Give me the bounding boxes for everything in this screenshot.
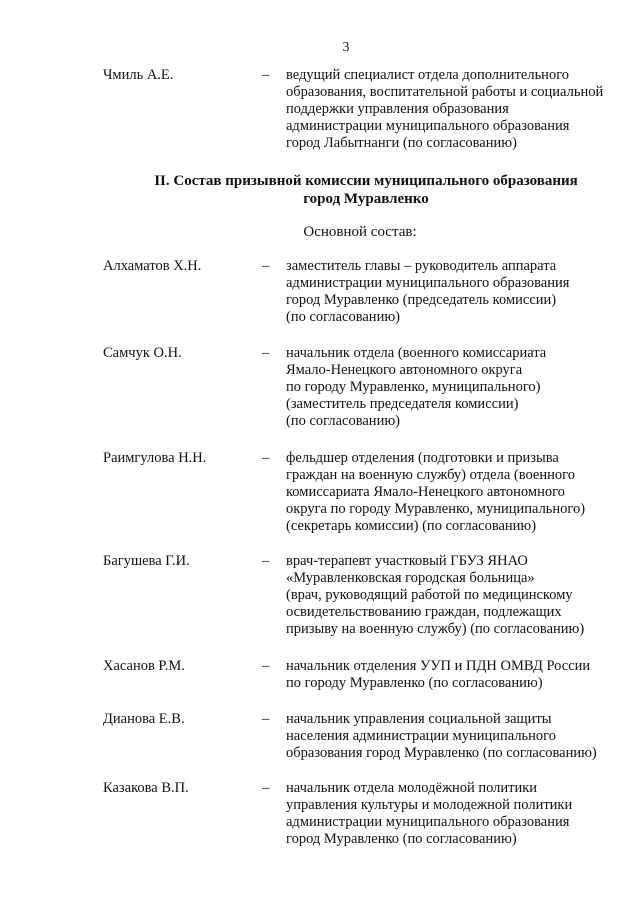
description-line: город Муравленко (по согласованию) [286,831,517,847]
description-line: образования, воспитательной работы и социальной [286,84,604,100]
description-line: комиссариата Ямало-Ненецкого автономного [286,484,565,500]
description-line: начальник отдела молодёжной политики [286,780,538,796]
member-name: Казакова В.П. [103,780,189,796]
description-line: (врач, руководящий работой по медицинскому [286,587,573,603]
description-line: врач-терапевт участковый ГБУЗ ЯНАО [286,553,528,569]
member-description [286,345,626,430]
description-line: (секретарь комиссии) (по согласованию) [286,518,537,534]
description-line: город Лабытнанги (по согласованию) [286,135,517,151]
description-line: призыву на военную службу) (по согласованию) [286,621,585,637]
section-title-line: II. Состав призывной комиссии муниципального образования [154,173,578,189]
member-name: Самчук О.Н. [103,345,182,361]
member-description [286,553,626,638]
description-line: граждан на военную службу) отдела (военного [286,467,575,483]
description-line: город Муравленко (председатель комиссии) [286,292,557,308]
description-line: заместитель главы – руководитель аппарата [286,258,557,274]
member-dash: – [262,345,270,361]
description-line: ведущий специалист отдела дополнительного [286,67,570,83]
description-line: (по согласованию) [286,413,400,429]
description-line: по городу Муравленко, муниципального) [286,379,541,395]
section-subhead: Основной состав: [303,224,417,240]
member-name: Раимгулова Н.Н. [103,450,207,466]
member-description [286,67,626,152]
member-description [286,450,626,535]
member-name: Чмиль А.Е. [103,67,174,83]
member-name: Алхаматов Х.Н. [103,258,202,274]
description-line: поддержки управления образования [286,101,509,117]
member-dash: – [262,258,270,274]
section-title [0,172,640,208]
member-dash: – [262,450,270,466]
description-line: управления культуры и молодежной политики [286,797,573,813]
page-number: 3 [342,40,350,55]
description-line: (заместитель председателя комиссии) [286,396,519,412]
member-description [286,780,626,848]
description-line: по городу Муравленко (по согласованию) [286,675,543,691]
member-dash: – [262,553,270,569]
description-line: начальник отделения УУП и ПДН ОМВД России [286,658,591,674]
member-dash: – [262,67,270,83]
member-dash: – [262,658,270,674]
description-line: освидетельствованию граждан, подлежащих [286,604,562,620]
member-name: Багушева Г.И. [103,553,190,569]
description-line: образования город Муравленко (по согласованию) [286,745,597,761]
member-dash: – [262,711,270,727]
description-line: округа по городу Муравленко, муниципального) [286,501,586,517]
member-description [286,258,626,326]
description-line: начальник управления социальной защиты [286,711,552,727]
description-line: «Муравленковская городская больница» [286,570,535,586]
section-title-line: город Муравленко [303,191,429,207]
member-description [286,711,626,762]
description-line: населения администрации муниципального [286,728,557,744]
description-line: администрации муниципального образования [286,275,570,291]
description-line: фельдшер отделения (подготовки и призыва [286,450,559,466]
description-line: администрации муниципального образования [286,814,570,830]
description-line: начальник отдела (военного комиссариата [286,345,547,361]
description-line: (по согласованию) [286,309,400,325]
member-description [286,658,626,692]
member-name: Дианова Е.В. [103,711,185,727]
description-line: администрации муниципального образования [286,118,570,134]
member-dash: – [262,780,270,796]
description-line: Ямало-Ненецкого автономного округа [286,362,523,378]
member-name: Хасанов Р.М. [103,658,185,674]
